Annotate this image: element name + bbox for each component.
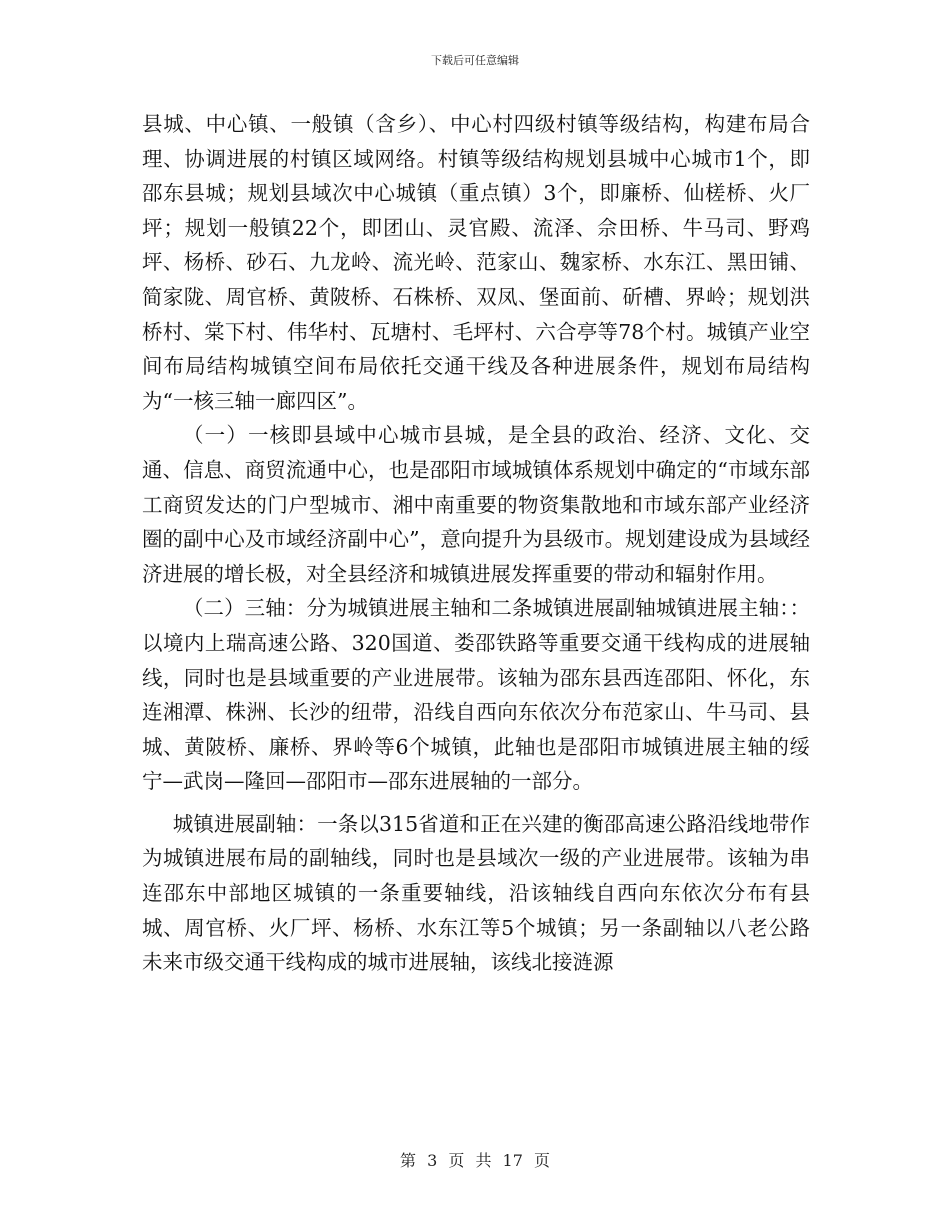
paragraph-3: （二）三轴：分为城镇进展主轴和二条城镇进展副轴城镇进展主轴：：以境内上瑞高速公路、320国道、娄邵铁路等重要交通干线构成的进展轴线，同时也是县域重要的产业进展带。该轴为邵东县西连邵阳、怀化，东连湘潭、株洲、长沙的纽带，沿线自西向东依次分布范家山、牛马司、县城、黄陂桥、廉桥、界岭等6个城镇，此轴也是邵阳市城镇进展主轴的绥宁—武岗—隆回—邵阳市—邵东进展轴的一部分。 <box>142 596 810 794</box>
paragraph-2: （一）一核即县域中心城市县城，是全县的政治、经济、文化、交通、信息、商贸流通中心，也是邵阳市域城镇体系规划中确定的“市域东部工商贸发达的门户型城市、湘中南重要的物资集散地和市域东部产业经济圈的副中心及市域经济副中心”，意向提升为县级市。规划建设成为县域经济进展的增长极，对全县经济和城镇进展发挥重要的带动和辐射作用。 <box>142 423 810 586</box>
page-footer: 第 3 页 共 17 页 <box>400 1151 550 1170</box>
paragraph-1: 县城、中心镇、一般镇（含乡）、中心村四级村镇等级结构，构建布局合理、协调进展的村镇区域网络。村镇等级结构规划县城中心城市1个，即邵东县城；规划县域次中心城镇（重点镇）3个，即廉桥、仙槎桥、火厂坪；规划一般镇22个，即团山、灵官殿、流泽、佘田桥、牛马司、野鸡坪、杨桥、砂石、九龙岭、流光岭、范家山、魏家桥、水东江、黑田铺、简家陇、周官桥、黄陂桥、石株桥、双凤、堡面前、斫槽、界岭；规划洪桥村、棠下村、伟华村、瓦塘村、毛坪村、六合亭等78个村。城镇产业空间布局结构城镇空间布局依托交通干线及各种进展条件，规划布局结构为“一核三轴一廊四区”。 <box>142 112 810 413</box>
body-text <box>142 107 810 980</box>
page-header: 下载后可任意编辑 <box>431 54 519 67</box>
paragraph-4: 城镇进展副轴：一条以315省道和正在兴建的衡邵高速公路沿线地带作为城镇进展布局的副轴线，同时也是县域次一级的产业进展带。该轴为串连邵东中部地区城镇的一条重要轴线，沿该轴线自西向东依次分布有县城、周官桥、火厂坪、杨桥、水东江等5个城镇；另一条副轴以八老公路未来市级交通干线构成的城市进展轴，该线北接涟源 <box>142 811 810 975</box>
